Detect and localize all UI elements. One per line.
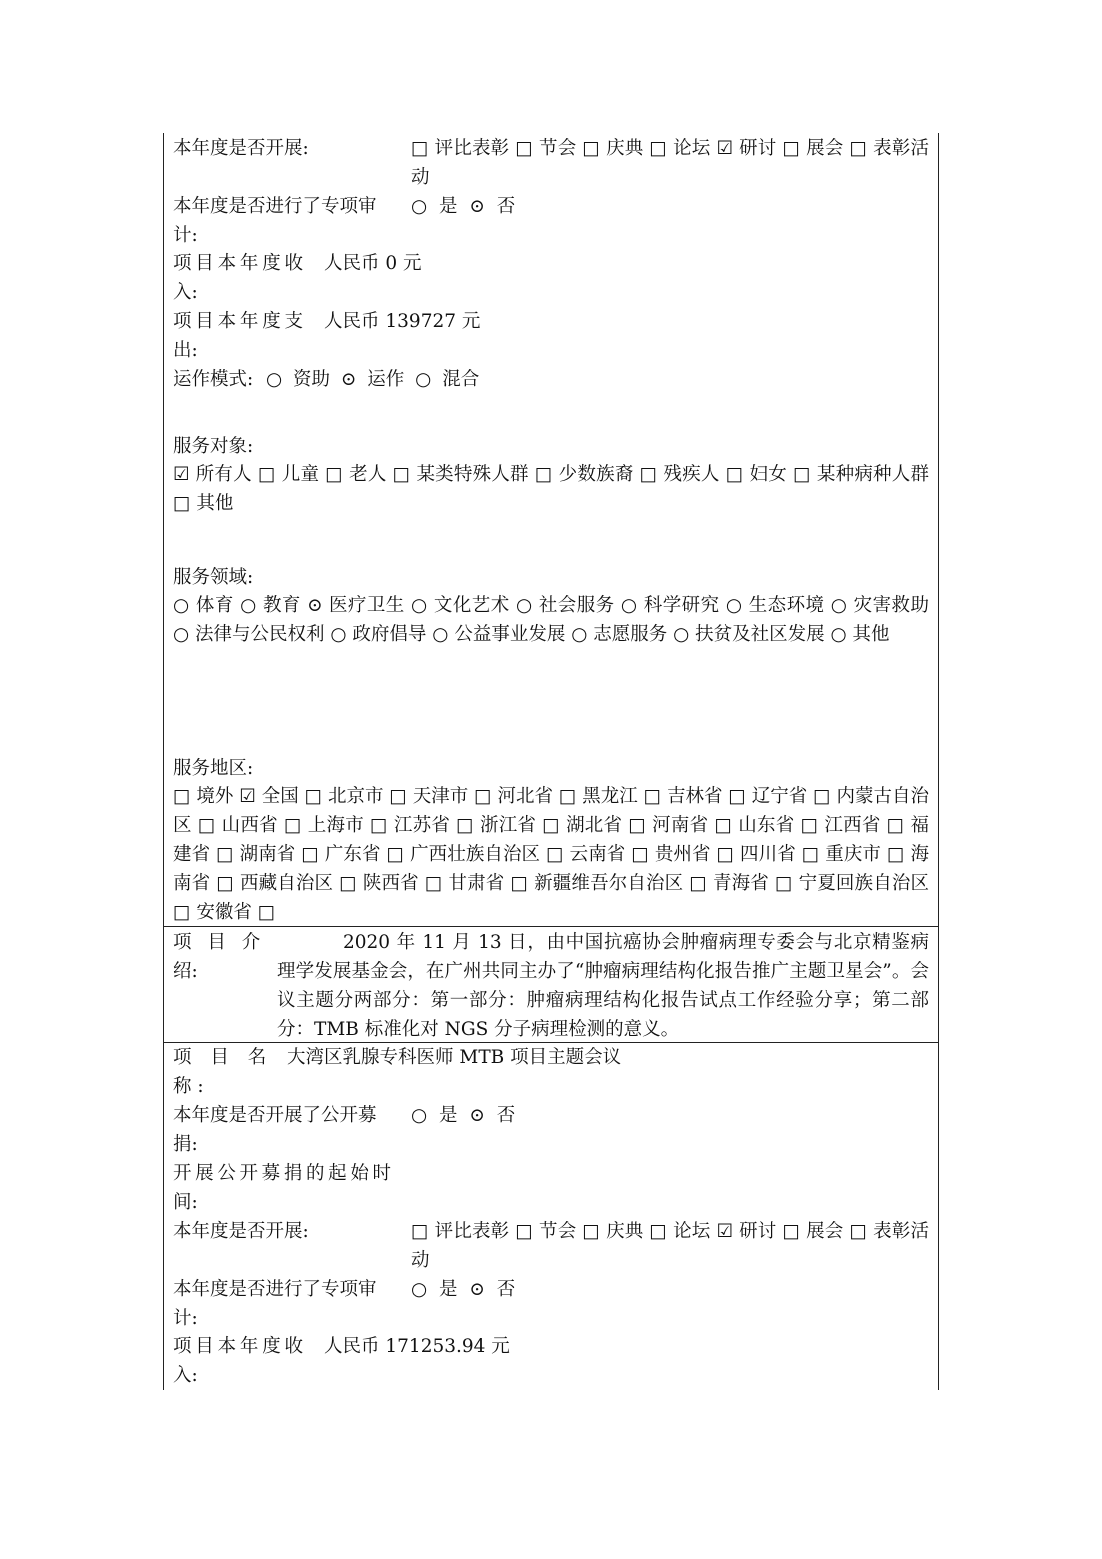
intro-label: 项 目 介 绍: (173, 932, 261, 982)
fundraise-label: 本年度是否开展了公开募 捐: (173, 1105, 377, 1155)
region-label: 服务地区: (173, 758, 254, 779)
activities-options-2: □ 评比表彰 □ 节会 □ 庆典 □ 论坛 ☑ 研讨 □ 展会 □ 表彰活动 (411, 1221, 929, 1271)
audit-label: 本年度是否进行了专项审 计: (173, 196, 377, 246)
expense-value: 人民币 139727 元 (324, 311, 481, 332)
field-options: ○ 体育 ○ 教育 ⊙ 医疗卫生 ○ 文化艺术 ○ 社会服务 ○ 科学研究 ○ 生态环境 ○ 灾害救助 ○ 法律与公民权利 ○ 政府倡导 ○ 公益事业发展 ○ 志愿服务 ○ 扶贫及社区发展 ○ 其他 (173, 595, 929, 645)
activities-options: □ 评比表彰 □ 节会 □ 庆典 □ 论坛 ☑ 研讨 □ 展会 □ 表彰活动 (411, 138, 929, 188)
fundraise-value: ○ 是 ⊙ 否 (411, 1105, 516, 1126)
audit-label-2: 本年度是否进行了专项审 计: (173, 1279, 377, 1329)
audit-value-2: ○ 是 ⊙ 否 (411, 1279, 516, 1300)
intro-text: 2020 年 11 月 13 日，由中国抗癌协会肿瘤病理专委会与北京精鉴病理学发展基金会，在广州共同主办了“肿瘤病理结构化报告推广主题卫星会”。会议主题分两部分：第一部分：肿瘤病理结构化报告试点工作经验分享；第二部分：TMB 标准化对 NGS 分子病理检测的意义。 (277, 932, 929, 1040)
income-value-2: 人民币 171253.94 元 (324, 1336, 510, 1357)
target-label: 服务对象: (173, 436, 254, 457)
table-left-border (163, 133, 164, 1390)
table-right-border (938, 133, 939, 1390)
activities-label-2: 本年度是否开展: (173, 1221, 309, 1242)
field-label: 服务领域: (173, 567, 254, 588)
project-name-label: 项 目 名 称 : (173, 1047, 267, 1097)
audit-value: ○ 是 ⊙ 否 (411, 196, 516, 217)
target-options: ☑ 所有人 □ 儿童 □ 老人 □ 某类特殊人群 □ 少数族裔 □ 残疾人 □ 妇女 □ 某种病种人群 □ 其他 (173, 464, 929, 514)
activities-label: 本年度是否开展: (173, 138, 309, 159)
mode-label: 运作模式: (173, 369, 254, 390)
mode-options: ○ 资助 ⊙ 运作 ○ 混合 (266, 369, 480, 390)
region-options: □ 境外 ☑ 全国 □ 北京市 □ 天津市 □ 河北省 □ 黑龙江 □ 吉林省 □ 辽宁省 □ 内蒙古自治区 □ 山西省 □ 上海市 □ 江苏省 □ 浙江省 □ 湖北省 □ 河南省 □ 山东省 □ 江西省 □ 福建省 □ 湖南省 □ 广东省 □ 广西壮族自治区 □ 云南省 □ 贵州省 □ 四川省 □ 重庆市 □ 海南省 □ 西藏自治区 □ 陕西省 □ 甘肃省 □ 新疆维吾尔自治区 □ 青海省 □ 宁夏回族自治区 □ 安徽省 □ (173, 786, 929, 923)
project-name-value: 大湾区乳腺专科医师 MTB 项目主题会议 (287, 1047, 622, 1068)
income-value: 人民币 0 元 (324, 253, 422, 274)
income-label: 项目本年度收 入: (173, 253, 303, 303)
expense-label: 项目本年度支 出: (173, 311, 303, 361)
start-time-label: 开展公开募捐的起始时 间: (173, 1163, 391, 1213)
income-label-2: 项目本年度收 入: (173, 1336, 303, 1386)
